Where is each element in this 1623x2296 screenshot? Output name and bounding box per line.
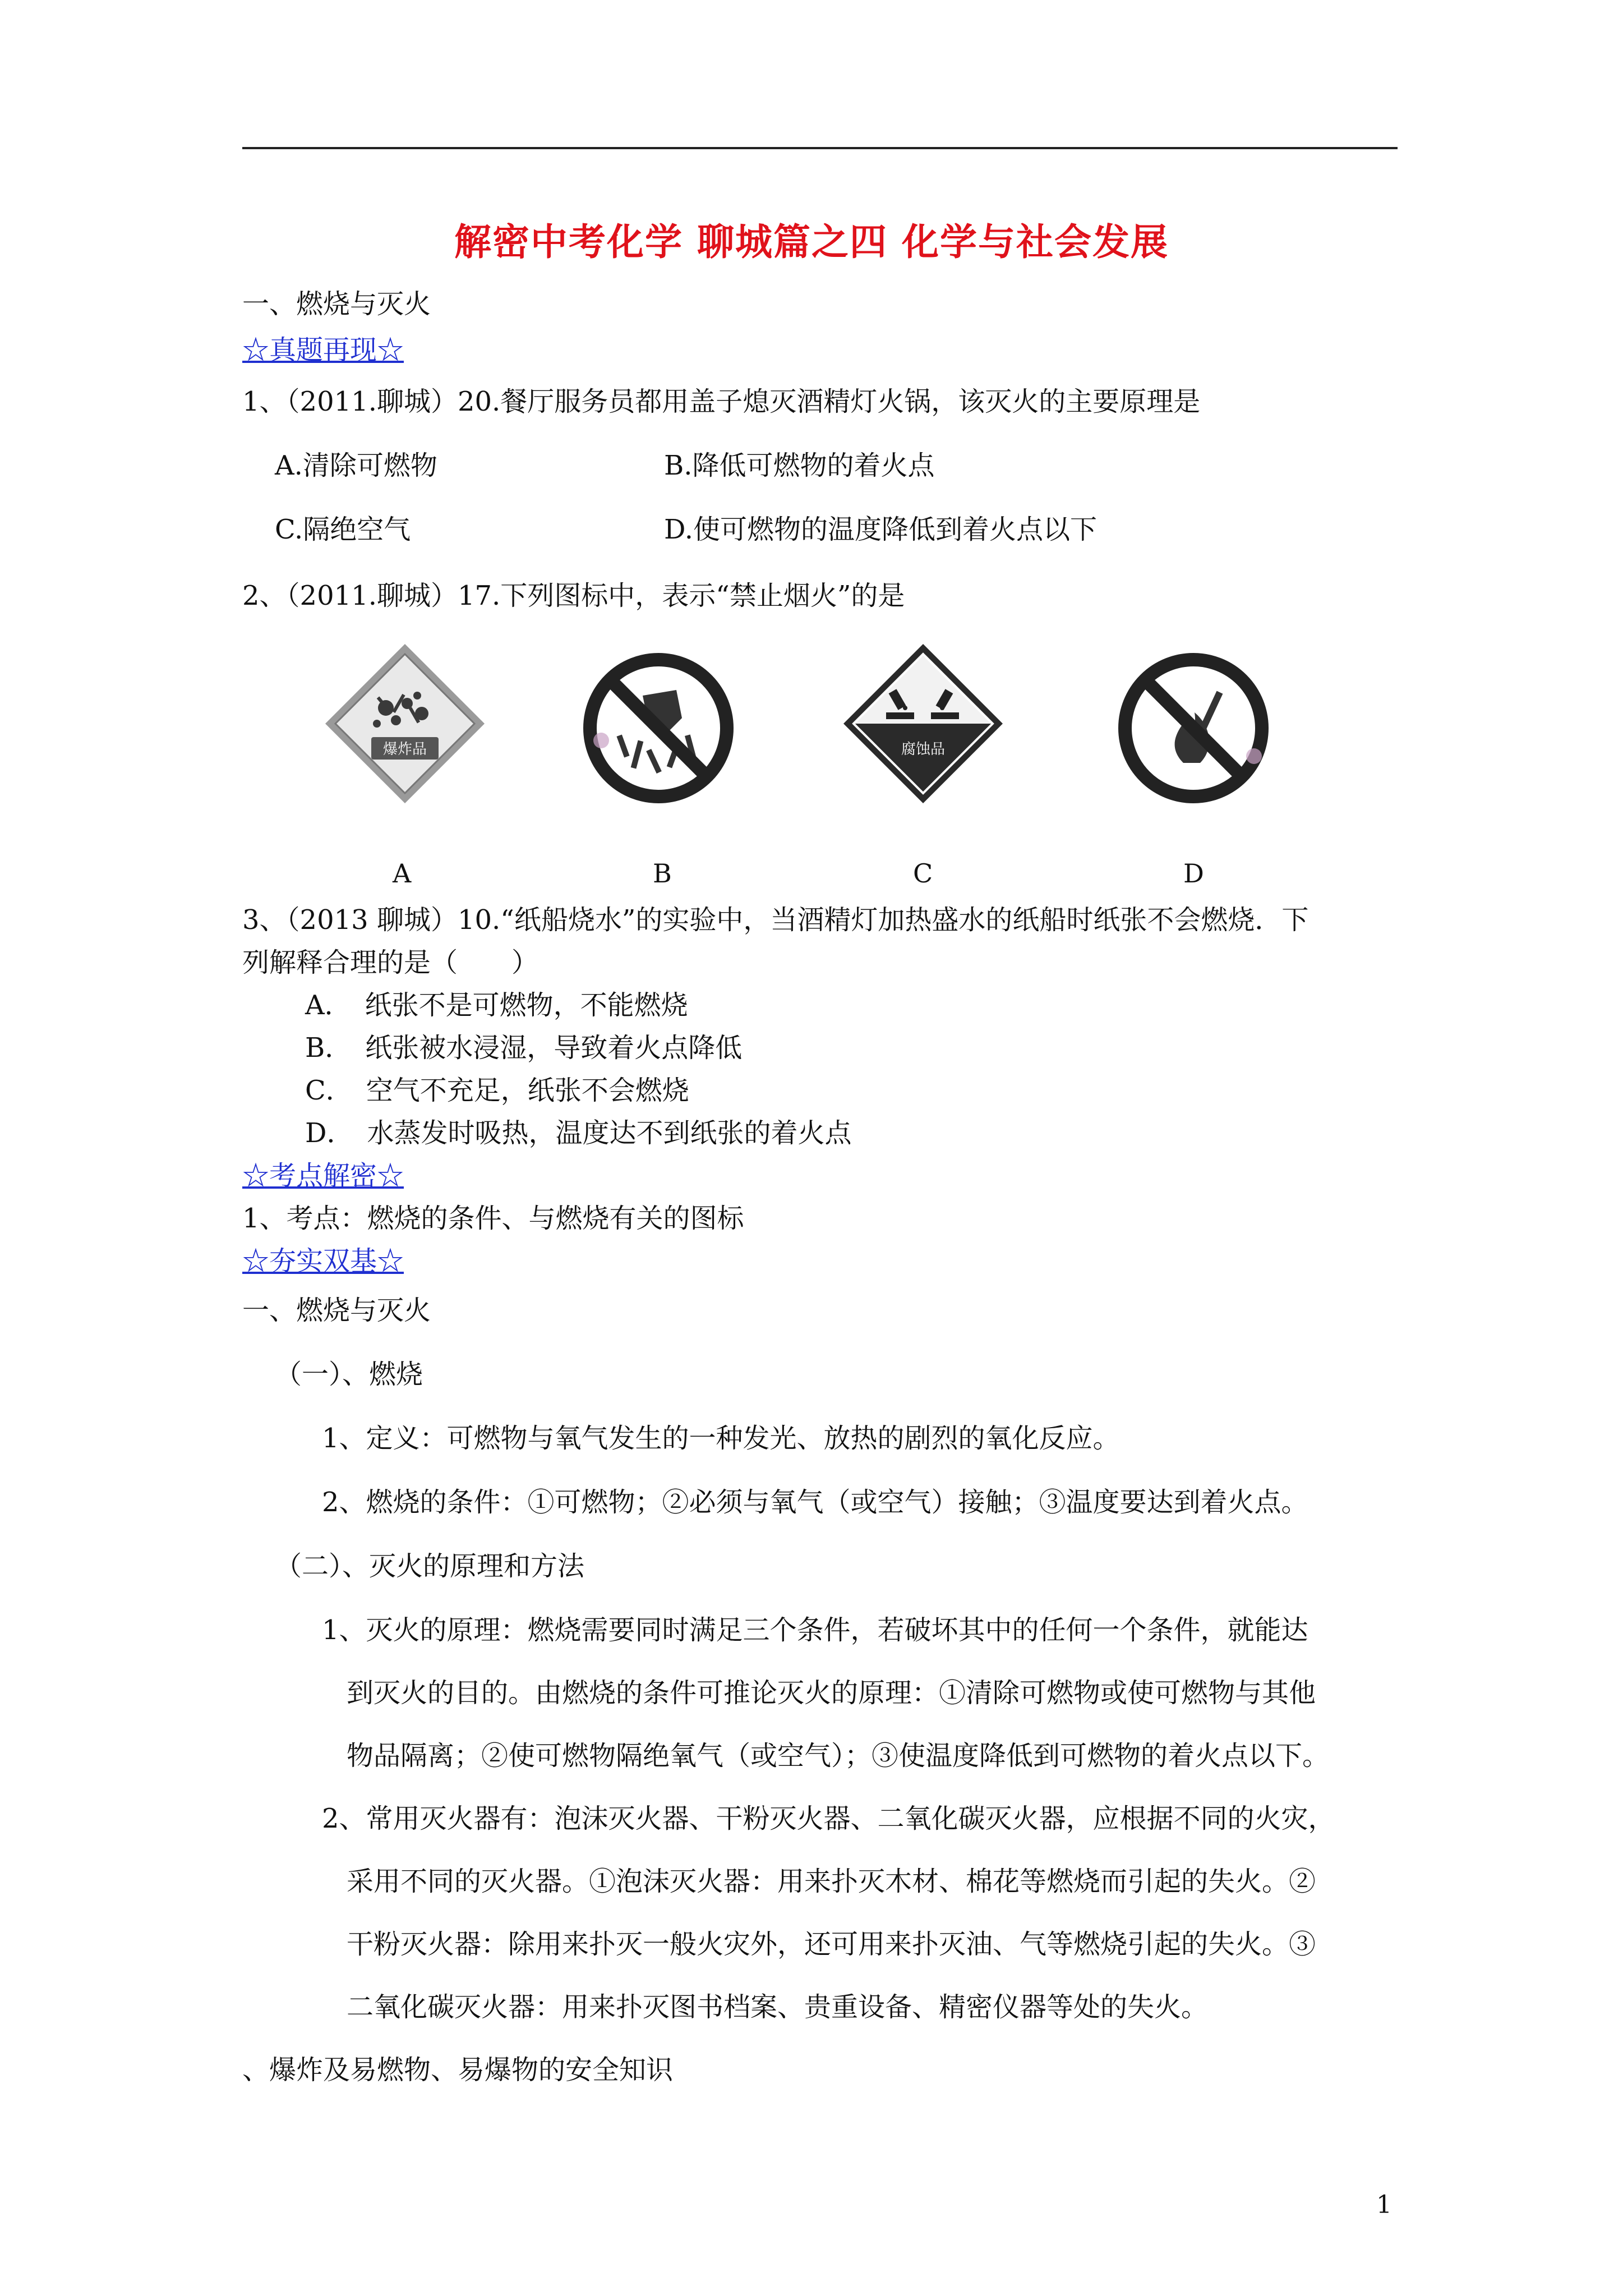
question-3-stem-line-2: 列解释合理的是（ ）	[242, 947, 539, 978]
conditions-line: 2、燃烧的条件：①可燃物；②必须与氧气（或空气）接触；③温度要达到着火点。	[322, 1487, 1308, 1518]
subheading-extinguishing: （二）、灭火的原理和方法	[275, 1550, 585, 1582]
basics-link[interactable]: ☆夯实双基☆	[242, 1245, 404, 1277]
q3-option-c: C． 空气不充足，纸张不会燃烧	[305, 1075, 689, 1106]
q1-option-c: C.隔绝空气	[275, 514, 411, 545]
q3-option-b: B． 纸张被水浸湿，导致着火点降低	[305, 1032, 743, 1064]
extinguisher-line-4: 二氧化碳灭火器：用来扑灭图书档案、贵重设备、精密仪器等处的失火。	[347, 1991, 1209, 2023]
icon-a-caption: 爆炸品	[382, 741, 427, 758]
corrosive-sign-icon	[841, 642, 1005, 806]
extinguisher-line-3: 干粉灭火器：除用来扑灭一般火灾外，还可用来扑灭油、气等燃烧引起的失火。③	[347, 1929, 1316, 1960]
explosion-safety-heading: 、爆炸及易燃物、易爆物的安全知识	[242, 2054, 674, 2086]
subheading-combustion: （一）、燃烧	[275, 1359, 423, 1390]
icon-c-caption: 腐蚀品	[901, 741, 946, 758]
q1-option-a: A.清除可燃物	[275, 450, 437, 481]
icon-label-b: B	[653, 858, 672, 889]
page-number: 1	[1376, 2191, 1392, 2219]
no-burning-paper-sign-icon	[581, 651, 736, 806]
header-rule	[242, 147, 1398, 149]
question-3-stem-line-1: 3、（2013 聊城）10.“纸船烧水”的实验中，当酒精灯加热盛水的纸船时纸张不会燃烧．下	[242, 904, 1309, 936]
extinguisher-line-2: 采用不同的灭火器。①泡沫灭火器：用来扑灭木材、棉花等燃烧而引起的失火。②	[347, 1866, 1316, 1897]
principle-line-3: 物品隔离；②使可燃物隔绝氧气（或空气）；③使温度降低到可燃物的着火点以下。	[347, 1740, 1330, 1772]
explosive-sign-icon	[323, 642, 487, 806]
principle-line-2: 到灭火的目的。由燃烧的条件可推论灭火的原理：①清除可燃物或使可燃物与其他	[347, 1677, 1316, 1709]
key-points-link[interactable]: ☆考点解密☆	[242, 1160, 404, 1191]
definition-line: 1、定义：可燃物与氧气发生的一种发光、放热的剧烈的氧化反应。	[322, 1423, 1120, 1454]
principle-line-1: 1、灭火的原理：燃烧需要同时满足三个条件，若破坏其中的任何一个条件，就能达	[322, 1614, 1308, 1646]
icon-label-a: A	[393, 858, 412, 889]
icon-label-d: D	[1183, 858, 1204, 889]
key-point-1: 1、考点：燃烧的条件、与燃烧有关的图标	[242, 1203, 744, 1234]
question-1-stem: 1、（2011.聊城）20.餐厅服务员都用盖子熄灭酒精灯火锅，该灭火的主要原理是	[242, 386, 1201, 417]
real-exam-link[interactable]: ☆真题再现☆	[242, 334, 404, 366]
extinguisher-line-1: 2、常用灭火器有：泡沫灭火器、干粉灭火器、二氧化碳灭火器，应根据不同的火灾，	[322, 1803, 1335, 1834]
icon-label-c: C	[913, 858, 933, 889]
page-title: 解密中考化学 聊城篇之四 化学与社会发展	[454, 220, 1169, 264]
q3-option-a: A． 纸张不是可燃物，不能燃烧	[305, 990, 688, 1021]
question-2-stem: 2、（2011.聊城）17.下列图标中，表示“禁止烟火”的是	[242, 580, 905, 611]
basics-heading: 一、燃烧与灭火	[242, 1295, 431, 1326]
no-open-flame-sign-icon	[1116, 651, 1271, 806]
q1-option-d: D.使可燃物的温度降低到着火点以下	[664, 514, 1098, 545]
section-heading: 一、燃烧与灭火	[242, 288, 431, 320]
q1-option-b: B.降低可燃物的着火点	[664, 450, 935, 481]
q3-option-d: D． 水蒸发时吸热，温度达不到纸张的着火点	[305, 1117, 852, 1149]
